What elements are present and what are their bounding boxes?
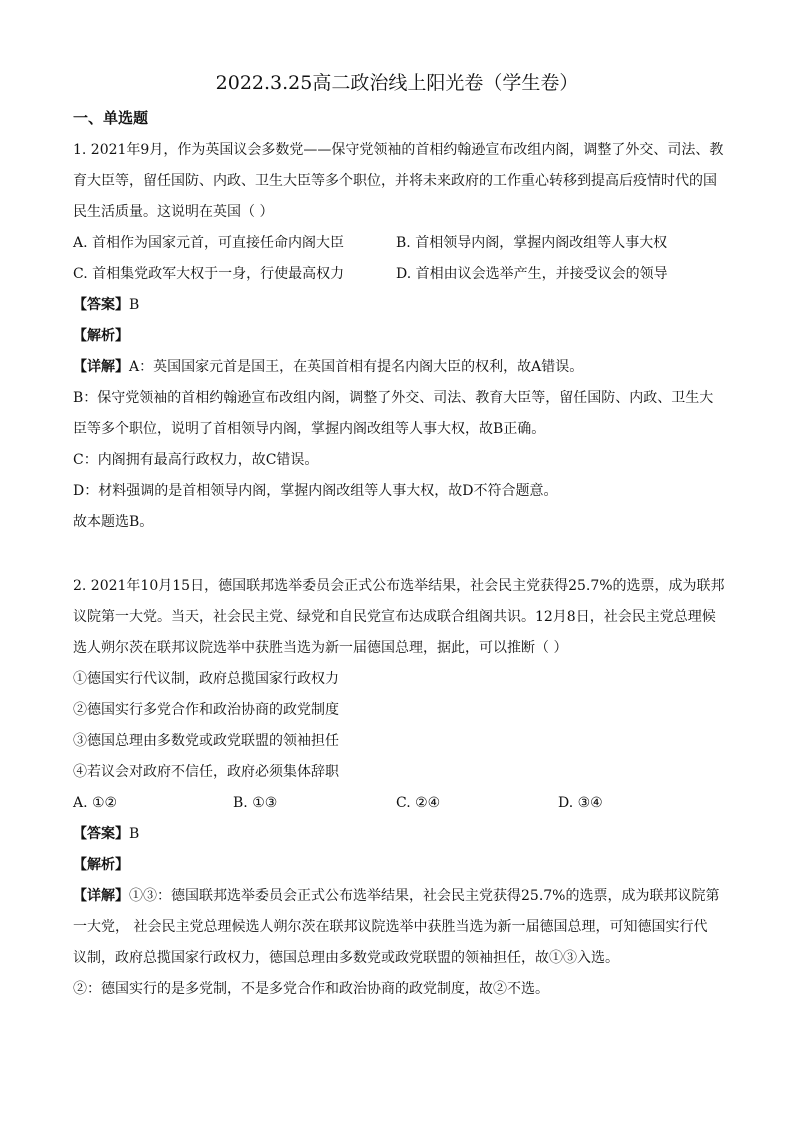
q2-options-row	[73, 788, 723, 819]
q2-stem-line: 选人朔尔茨在联邦议院选举中获胜当选为新一届德国总理，据此，可以推断（ ）	[73, 640, 568, 656]
q1-options-row-2	[73, 259, 723, 290]
q2-option-b: B. ①③	[233, 795, 278, 811]
q1-detail-line: 臣等多个职位，说明了首相领导内阁，掌握内阁改组等人事大权，故B正确。	[73, 421, 546, 437]
q2-answer-label: 【答案】	[73, 826, 129, 842]
q1-detail-line: C：内阁拥有最高行政权力，故C错误。	[73, 452, 319, 468]
q2-detail-line	[73, 881, 723, 912]
q2-stem-line: 2. 2021年10月15日，德国联邦选举委员会正式公布选举结果，社会民主党获得25.7%的选票，成为联邦	[73, 578, 725, 594]
page-title: 2022.3.25高二政治线上阳光卷（学生卷）	[215, 72, 579, 94]
question-1	[73, 135, 723, 538]
q1-option-d: D. 首相由议会选举产生，并接受议会的领导	[396, 266, 668, 282]
q1-detail-line: D：材料强调的是首相领导内阁，掌握内阁改组等人事大权，故D不符合题意。	[73, 483, 558, 499]
q2-statement: ①德国实行代议制，政府总揽国家行政权力	[73, 671, 339, 687]
q1-detail-text: A：英国国家元首是国王，在英国首相有提名内阁大臣的权利，故A错误。	[129, 359, 584, 375]
question-2	[73, 571, 723, 1005]
q2-detail-line: 议制，政府总揽国家行政权力，德国总理由多数党或政党联盟的领袖担任，故①③入选。	[73, 950, 619, 966]
q2-option-d: D. ③④	[558, 795, 603, 811]
q1-analysis-label: 【解析】	[73, 328, 129, 344]
q2-statement: ④若议会对政府不信任，政府必须集体辞职	[73, 764, 339, 780]
q2-answer	[73, 819, 723, 850]
q2-statement: ②德国实行多党合作和政治协商的政党制度	[73, 702, 339, 718]
q1-detail-label: 【详解】	[73, 359, 129, 375]
q2-detail-line: ②：德国实行的是多党制，不是多党合作和政治协商的政党制度，故②不选。	[73, 981, 549, 997]
q2-stem-line: 议院第一大党。当天，社会民主党、绿党和自民党宣布达成联合组阁共识。12月8日，社会民主党总理候	[73, 609, 716, 625]
q2-detail-line: 一大党， 社会民主党总理候选人朔尔茨在联邦议院选举中获胜当选为新一届德国总理，可知德国实行代	[73, 919, 708, 935]
q2-answer-value: B	[129, 826, 140, 842]
q1-options-row-1	[73, 228, 723, 259]
q2-option-c: C. ②④	[396, 795, 441, 811]
q1-answer-value: B	[129, 297, 140, 313]
q1-option-a: A. 首相作为国家元首，可直接任命内阁大臣	[73, 235, 345, 251]
q1-stem-line: 民生活质量。这说明在英国（ ）	[73, 204, 274, 220]
q1-option-b: B. 首相领导内阁，掌握内阁改组等人事大权	[396, 235, 668, 251]
q1-answer-label: 【答案】	[73, 297, 129, 313]
q2-option-a: A. ①②	[73, 795, 118, 811]
q2-analysis-label: 【解析】	[73, 857, 129, 873]
q1-answer	[73, 290, 723, 321]
q1-stem-line: 育大臣等，留任国防、内政、卫生大臣等多个职位，并将未来政府的工作重心转移到提高后疫情时代的国	[73, 173, 717, 189]
q1-detail-line: B：保守党领袖的首相约翰逊宣布改组内阁，调整了外交、司法、教育大臣等，留任国防、内政、卫生大	[73, 390, 714, 406]
q1-stem-line: 1. 2021年9月，作为英国议会多数党——保守党领袖的首相约翰逊宣布改组内阁，调整了外交、司法、教	[73, 142, 724, 158]
q2-statement: ③德国总理由多数党或政党联盟的领袖担任	[73, 733, 339, 749]
q1-option-c: C. 首相集党政军大权于一身，行使最高权力	[73, 266, 345, 282]
q2-detail-label: 【详解】	[73, 888, 129, 904]
q1-detail-line	[73, 352, 723, 383]
q2-detail-text: ①③：德国联邦选举委员会正式公布选举结果，社会民主党获得25.7%的选票，成为联邦议院第	[129, 888, 720, 904]
section-heading: 一、单选题	[73, 109, 149, 127]
q1-detail-line: 故本题选B。	[73, 514, 154, 530]
